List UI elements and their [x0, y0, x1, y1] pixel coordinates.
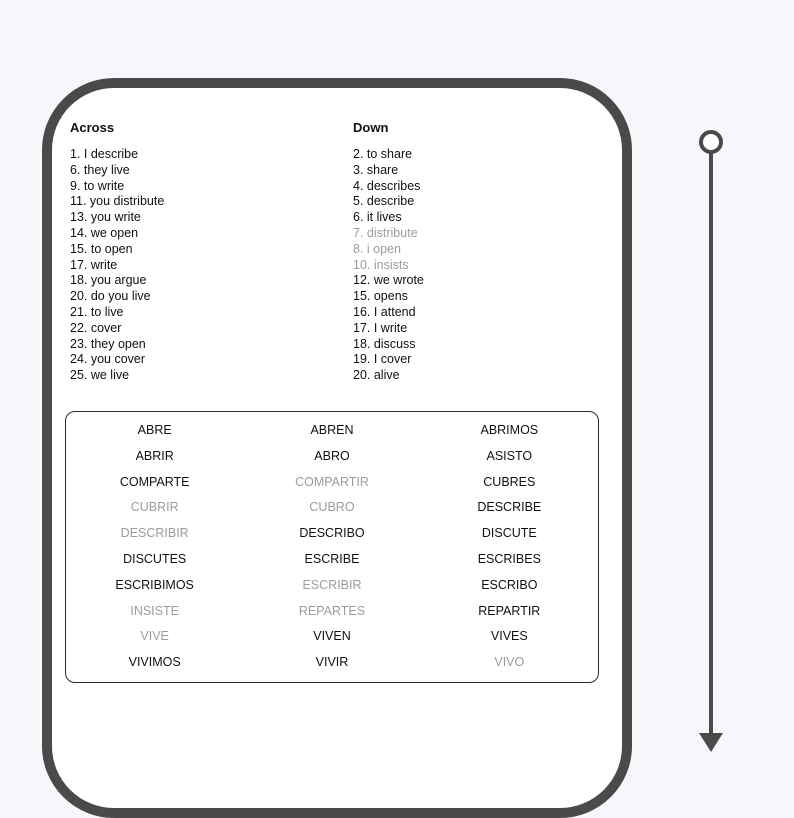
- across-clue: 11. you distribute: [70, 194, 165, 209]
- word-bank-item: REPARTIR: [478, 603, 541, 618]
- word-bank-item: CUBRO: [309, 500, 355, 515]
- across-clue: 13. you write: [70, 210, 141, 225]
- word-bank-item: DESCRIBO: [299, 526, 365, 541]
- down-clue: 17. I write: [353, 320, 408, 335]
- across-clue: 15. to open: [70, 241, 133, 256]
- across-clue: 22. cover: [70, 320, 122, 335]
- word-bank-item: DISCUTE: [481, 526, 537, 541]
- across-clue: 1. I describe: [70, 147, 139, 161]
- word-bank-item: ABRIMOS: [480, 423, 539, 437]
- word-bank-item: VIVIR: [315, 655, 349, 670]
- word-bank-item: ABREN: [310, 423, 354, 437]
- word-bank-item: VIVIMOS: [128, 655, 181, 670]
- word-bank: [65, 411, 599, 683]
- across-clues: [70, 120, 340, 384]
- scroll-start-circle-icon[interactable]: [701, 132, 721, 152]
- across-clue-list: [70, 147, 340, 384]
- down-heading: Down: [353, 120, 389, 135]
- down-clue: 15. opens: [353, 289, 408, 304]
- word-bank-item: CUBRES: [483, 474, 536, 489]
- across-heading: Across: [70, 120, 115, 135]
- phone-frame: [42, 78, 632, 818]
- across-clue: 23. they open: [70, 336, 146, 351]
- word-bank-item: ASISTO: [486, 448, 533, 463]
- across-clue: 25. we live: [70, 368, 130, 383]
- word-bank-item: ESCRIBIMOS: [115, 577, 194, 592]
- down-clue: 12. we wrote: [353, 273, 424, 288]
- across-clue: 17. write: [70, 257, 118, 272]
- word-bank-item: VIVE: [140, 629, 169, 644]
- word-bank-item: ABRO: [314, 448, 350, 463]
- word-bank-item: REPARTES: [298, 603, 366, 618]
- down-clue-list: [353, 147, 613, 384]
- word-bank-item: VIVEN: [313, 629, 351, 644]
- down-clue: 7. distribute: [353, 225, 418, 240]
- scroll-indicator-graphic: [698, 130, 724, 756]
- phone-screen[interactable]: [52, 88, 622, 808]
- word-bank-item: COMPARTIR: [295, 474, 369, 489]
- down-clue: 20. alive: [353, 368, 400, 383]
- word-bank-item: ABRE: [137, 423, 172, 437]
- down-clue: 19. I cover: [353, 352, 412, 367]
- down-clue: 16. I attend: [353, 304, 416, 319]
- word-bank-item: ESCRIBE: [304, 551, 360, 566]
- word-bank-item: CUBRIR: [130, 500, 179, 515]
- word-bank-item: VIVES: [490, 629, 528, 644]
- word-bank-item: ESCRIBES: [477, 551, 541, 566]
- word-bank-item: COMPARTE: [119, 474, 190, 489]
- word-bank-item: ESCRIBIR: [302, 577, 362, 592]
- word-bank-item: INSISTE: [130, 603, 179, 618]
- word-bank-item: DISCUTES: [123, 551, 187, 566]
- across-clue: 20. do you live: [70, 289, 151, 304]
- scroll-indicator[interactable]: [698, 130, 724, 756]
- across-clue: 24. you cover: [70, 352, 146, 367]
- across-clue: 14. we open: [70, 225, 139, 240]
- scroll-down-arrow-icon[interactable]: [699, 733, 723, 752]
- down-clue: 5. describe: [353, 194, 415, 209]
- down-clue: 4. describes: [353, 178, 421, 193]
- across-clue: 9. to write: [70, 178, 125, 193]
- across-clue: 21. to live: [70, 304, 124, 319]
- word-bank-item: ESCRIBO: [481, 577, 538, 592]
- word-bank-item: DESCRIBE: [477, 500, 542, 515]
- word-bank-item: VIVO: [494, 655, 525, 670]
- down-clues: [353, 120, 613, 384]
- word-bank-item: ABRIR: [135, 448, 174, 463]
- down-clue: 18. discuss: [353, 336, 416, 351]
- across-clue: 18. you argue: [70, 273, 147, 288]
- down-clue: 10. insists: [353, 257, 409, 272]
- down-clue: 2. to share: [353, 147, 413, 161]
- down-clue: 6. it lives: [353, 210, 402, 225]
- across-clue: 6. they live: [70, 162, 130, 177]
- down-clue: 3. share: [353, 162, 399, 177]
- down-clue: 8. i open: [353, 241, 401, 256]
- word-bank-item: DESCRIBIR: [120, 526, 189, 541]
